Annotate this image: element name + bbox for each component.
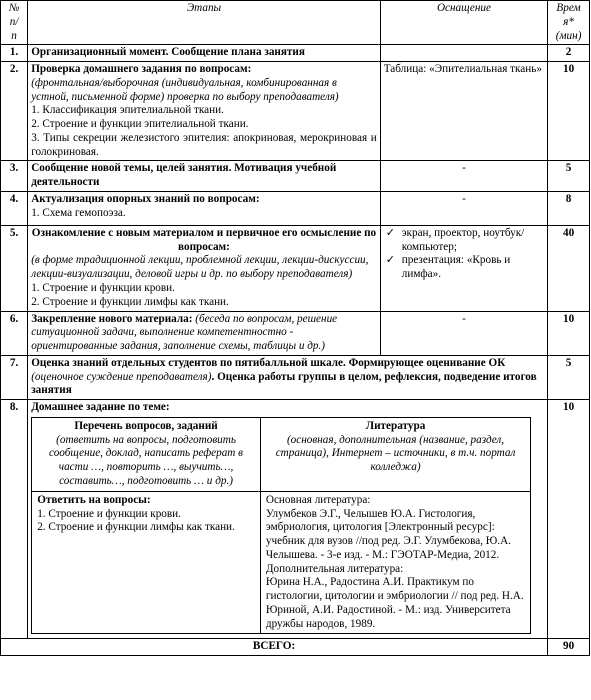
row-num: 8.	[1, 400, 28, 639]
row-stage-title: Закрепление нового материала:	[31, 312, 193, 325]
row-num: 4.	[1, 191, 28, 225]
equipment-list	[384, 227, 544, 282]
homework-literature-header: Литература (основная, дополнительная (название, раздел, страница), Интернет – источники, в т.ч. портал колледжа)	[260, 417, 530, 491]
list-item: 1. Строение и функции крови.	[31, 282, 175, 295]
total-label: ВСЕГО:	[1, 639, 548, 656]
row-num: 6.	[1, 311, 28, 355]
row-stage	[28, 400, 548, 639]
table-row	[1, 191, 590, 225]
table-row	[1, 62, 590, 161]
list-item: 2. Строение и функции лимфы как ткани.	[31, 295, 229, 308]
row-num: 7.	[1, 355, 28, 399]
row-stage	[28, 311, 381, 355]
row-num: 1.	[1, 45, 28, 62]
table-row	[1, 45, 590, 62]
homework-header-row	[32, 417, 531, 491]
row-stage-desc: (оценочное суждение преподавателя)	[31, 370, 212, 383]
row-num: 3.	[1, 161, 28, 192]
list-item: 3. Типы секреции железистого эпителия: апокриновая, мерокриновая и голокриновая.	[31, 131, 377, 158]
row-equipment: -	[380, 191, 547, 225]
total-row	[1, 639, 590, 656]
row-stage-desc: (в форме традиционной лекции, проблемной лекции, лекции-дискуссии, лекции-визуализации, деловой игры и др. по выбору преподавателя)	[31, 254, 369, 281]
list-item: ✓ экран, проектор, ноутбук/компьютер;	[385, 226, 525, 253]
list-item: 1. Схема гемопоэза.	[31, 206, 126, 219]
checkmark-icon: ✓	[385, 226, 396, 239]
list-item: 1. Классификация эпителиальной ткани.	[31, 104, 224, 117]
row-stage	[28, 191, 381, 225]
homework-tasks: Ответить на вопросы: 1. Строение и функции крови. 2. Строение и функции лимфы как ткани.	[32, 491, 261, 634]
row-time: 5	[548, 161, 590, 192]
row-stage	[28, 225, 381, 311]
row-stage	[28, 62, 381, 161]
header-num: № п/ п	[1, 1, 28, 45]
header-time: Врем я* (мин)	[548, 1, 590, 45]
total-value: 90	[548, 639, 590, 656]
row-stage-title: Сообщение новой темы, целей занятия. Мотивация учебной деятельности	[28, 161, 381, 192]
table-row	[1, 225, 590, 311]
row-stage-title: Актуализация опорных знаний по вопросам:	[31, 192, 260, 205]
homework-literature: Основная литература: Улумбеков Э.Г., Челышев Ю.А. Гистология, эмбриология, цитология [Электронный ресурс]: учебник для вузов //под ред. Э.Г. Улумбекова, Ю.А. Челышева. - 3-е изд. - М.: ГЭОТАР-Медиа, 2012. Дополнительная литература: Юрина Н.А., Радостина А.И. Практикум по гистологии, цитологии и эмбриологии // под ред. Н.А. Юриной, А.И. Радостиной. - М.: изд. Университета дружбы народов, 1989.	[260, 491, 530, 634]
row-equipment: Таблица: «Эпителиальная ткань»	[380, 62, 547, 161]
row-stage-title: Оценка знаний отдельных студентов по пятибалльной шкале. Формирующее оценивание ОК	[31, 356, 506, 369]
row-time: 8	[548, 191, 590, 225]
table-row	[1, 400, 590, 639]
row-time: 5	[548, 355, 590, 399]
homework-table	[31, 417, 531, 634]
header-equipment: Оснащение	[380, 1, 547, 45]
list-item: 2. Строение и функции эпителиальной ткани.	[31, 118, 249, 131]
table-row	[1, 311, 590, 355]
row-equipment: -	[380, 161, 547, 192]
row-time: 10	[548, 62, 590, 161]
row-stage-title: Ознакомление с новым материалом и первичное его осмысление по вопросам:	[31, 226, 377, 253]
table-row	[1, 161, 590, 192]
homework-tasks-header: Перечень вопросов, заданий (ответить на вопросы, подготовить сообщение, доклад, написать реферат в части …, повторить …, выучить…, составить…, подготовить … и др.)	[32, 417, 261, 491]
row-num: 2.	[1, 62, 28, 161]
list-item: 2. Строение и функции лимфы как ткани.	[37, 521, 235, 534]
row-equipment	[380, 45, 547, 62]
checkmark-icon: ✓	[385, 254, 396, 267]
list-item: ✓ презентация: «Кровь и лимфа».	[385, 254, 511, 281]
row-equipment: -	[380, 311, 547, 355]
homework-content-row	[32, 491, 531, 634]
row-stage-title: Организационный момент. Сообщение плана занятия	[28, 45, 381, 62]
row-stage-desc: (фронтальная/выборочная (индивидуальная, комбинированная в устной, письменной форме) проверка по выбору преподавателя)	[31, 76, 339, 103]
list-item: 1. Строение и функции крови.	[37, 507, 181, 520]
row-stage-title: Домашнее задание по теме:	[31, 401, 170, 414]
row-time: 10	[548, 400, 590, 639]
row-equipment	[380, 225, 547, 311]
header-row	[1, 1, 590, 45]
table-row	[1, 355, 590, 399]
row-time: 10	[548, 311, 590, 355]
header-stages: Этапы	[28, 1, 381, 45]
row-time: 40	[548, 225, 590, 311]
row-num: 5.	[1, 225, 28, 311]
row-stage	[28, 355, 548, 399]
row-stage-title: Проверка домашнего задания по вопросам:	[31, 63, 252, 76]
row-time: 2	[548, 45, 590, 62]
row-stage-title-cont: . Оценка работы группы в целом, рефлексия, подведение итогов занятия	[31, 370, 537, 397]
row-stage-desc: (беседа по вопросам, решение ситуационной задачи, выполнение компетентностно - ориентированные задания, заполнение схемы, таблицы и др.)	[31, 312, 338, 353]
